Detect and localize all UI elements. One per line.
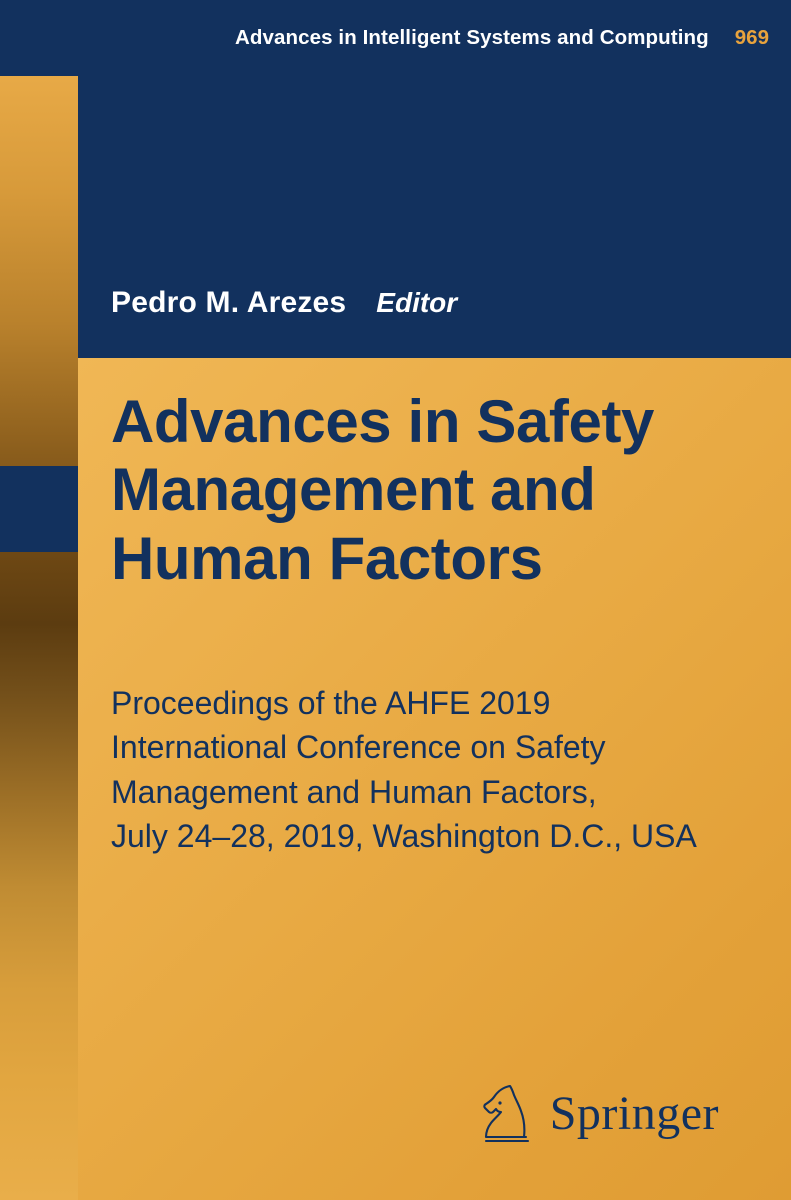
knight-chess-piece-icon	[480, 1082, 536, 1144]
title-block	[111, 388, 771, 593]
editor-block	[78, 76, 791, 358]
title-line-2: Management and	[111, 456, 596, 524]
subtitle-block	[111, 681, 791, 859]
subtitle-line-1: Proceedings of the AHFE 2019	[111, 685, 551, 721]
page-title	[111, 388, 771, 593]
left-stripe-navy-segment	[0, 466, 78, 552]
publisher-name: Springer	[549, 1086, 719, 1140]
subtitle-line-2: International Conference on Safety	[111, 729, 606, 766]
series-volume-number: 969	[734, 26, 769, 49]
subtitle-line-3: Management and Human Factors,	[111, 773, 597, 810]
page-subtitle	[111, 681, 791, 859]
series-title: Advances in Intelligent Systems and Computing	[234, 26, 709, 49]
series-band	[0, 0, 791, 76]
editor-role-label: Editor	[376, 287, 458, 318]
left-gradient-stripe	[0, 0, 78, 1200]
editor-line	[111, 286, 457, 320]
title-line-3: Human Factors	[111, 524, 543, 592]
title-line-1: Advances in Safety	[111, 388, 655, 455]
editor-name: Pedro M. Arezes	[111, 286, 347, 319]
subtitle-line-4: July 24–28, 2019, Washington D.C., USA	[111, 818, 697, 855]
publisher-logo	[480, 1082, 719, 1144]
cover-body	[78, 358, 791, 1200]
